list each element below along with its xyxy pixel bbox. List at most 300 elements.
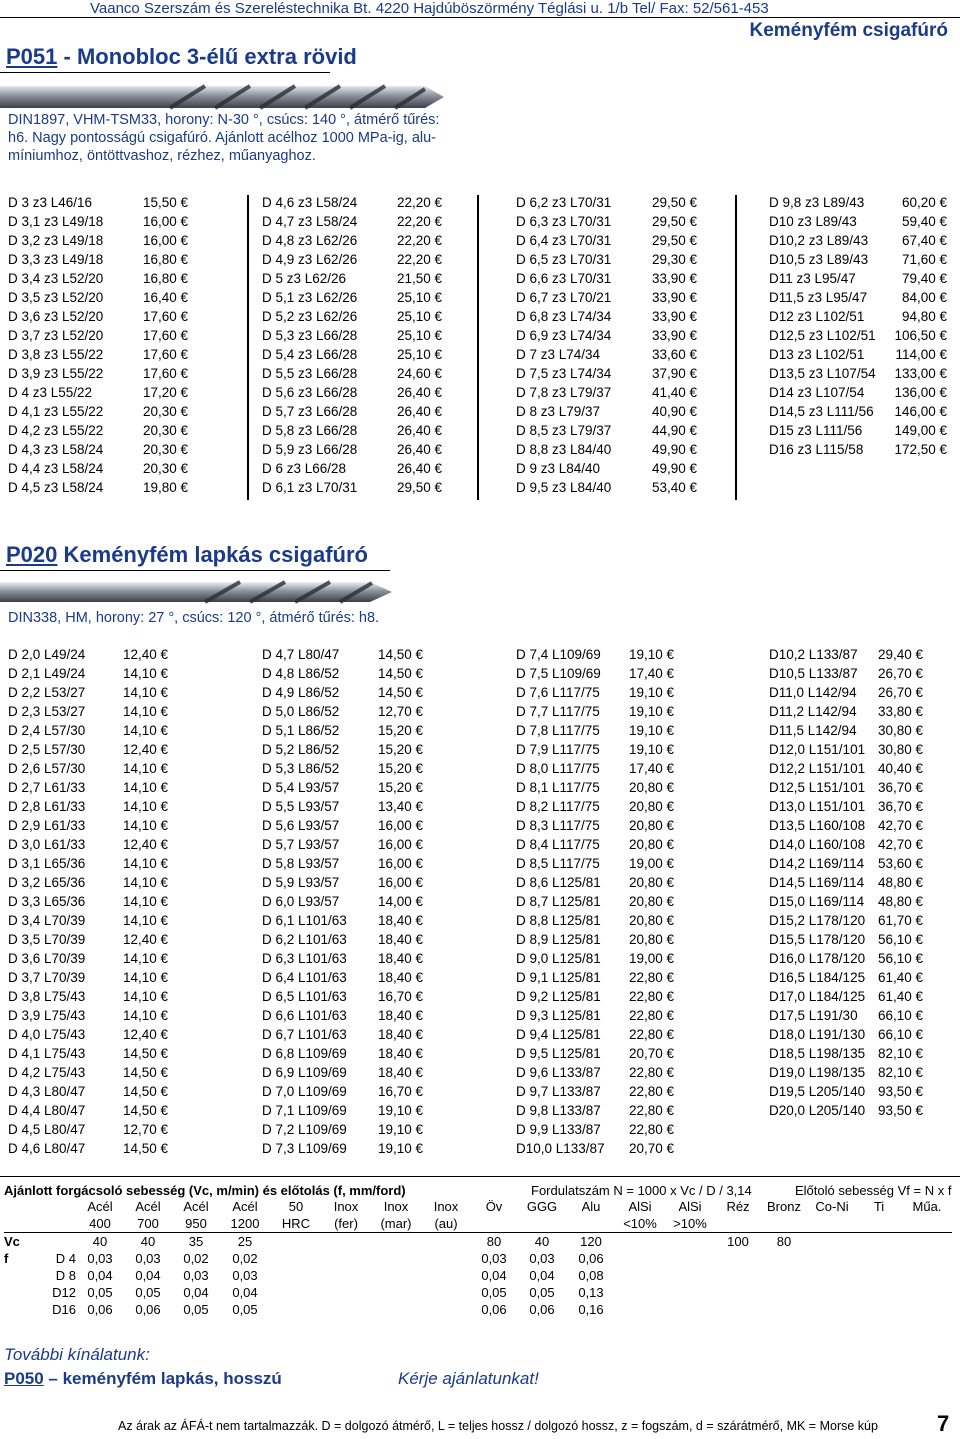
table-row[interactable] [8, 816, 168, 835]
product-code: D 4,6 z3 L58/24 [262, 195, 358, 210]
table-row[interactable] [8, 212, 188, 231]
table-row[interactable] [516, 683, 674, 702]
table-row[interactable] [8, 478, 188, 497]
product-code: D 9,7 L133/87 [516, 1084, 601, 1099]
speeds-cell [902, 1267, 952, 1284]
product-code: D 4,0 L75/43 [8, 1027, 86, 1042]
table-row[interactable] [769, 797, 923, 816]
product-code: D 5,9 z3 L66/28 [262, 442, 358, 457]
more-item[interactable] [4, 1369, 282, 1389]
table-row[interactable] [262, 193, 442, 212]
table-row[interactable] [769, 307, 947, 326]
product-price: 22,80 € [628, 1122, 674, 1137]
product-price: 33,80 € [877, 704, 923, 719]
table-row[interactable] [516, 778, 674, 797]
table-row[interactable] [516, 1101, 674, 1120]
speeds-cell: Alu [581, 1199, 601, 1214]
table-row[interactable] [516, 740, 674, 759]
table-row[interactable] [262, 683, 423, 702]
table-row[interactable] [516, 1063, 674, 1082]
product-price: 14,10 € [122, 875, 168, 890]
table-row[interactable] [262, 269, 442, 288]
table-row[interactable] [769, 1006, 923, 1025]
product-code: D 5,9 L93/57 [262, 875, 340, 890]
product-price: 21,50 € [396, 271, 442, 286]
product-code: D 3,2 L65/36 [8, 875, 86, 890]
table-row[interactable] [262, 250, 442, 269]
product-price: 36,70 € [877, 780, 923, 795]
table-row[interactable] [516, 269, 697, 288]
table-row[interactable] [516, 987, 674, 1006]
table-row[interactable] [262, 816, 423, 835]
table-row[interactable] [8, 1025, 168, 1044]
product-price: 14,10 € [122, 799, 168, 814]
speeds-row [4, 1301, 952, 1318]
speeds-cell [716, 1215, 760, 1233]
speeds-header-row [4, 1215, 952, 1233]
table-row[interactable] [769, 1082, 923, 1101]
table-row[interactable] [8, 1063, 168, 1082]
product-code: D 3,7 z3 L52/20 [8, 328, 104, 343]
table-row[interactable] [8, 383, 188, 402]
table-row[interactable] [262, 835, 423, 854]
product-code: D 7,5 L109/69 [516, 666, 601, 681]
table-row[interactable] [8, 930, 168, 949]
product-code: D 7,0 L109/69 [262, 1084, 347, 1099]
table-row[interactable] [516, 797, 674, 816]
product-price: 19,10 € [628, 685, 674, 700]
table-row[interactable] [516, 949, 674, 968]
product-price: 29,40 € [877, 647, 923, 662]
speeds-cell [760, 1250, 808, 1267]
table-row[interactable] [516, 854, 674, 873]
table-row[interactable] [8, 1139, 168, 1158]
table-row[interactable] [8, 440, 188, 459]
table-row[interactable] [262, 1044, 423, 1063]
product-code: D 6,4 z3 L70/31 [516, 233, 612, 248]
product-price: 20,80 € [628, 837, 674, 852]
table-row[interactable] [769, 854, 923, 873]
table-row[interactable] [262, 797, 423, 816]
table-row[interactable] [262, 702, 423, 721]
speeds-cell [716, 1250, 760, 1267]
table-row[interactable] [262, 288, 442, 307]
product-price: 14,10 € [122, 723, 168, 738]
speeds-cell: D 4 [55, 1251, 76, 1266]
product-price: 26,40 € [396, 461, 442, 476]
table-row[interactable] [516, 288, 697, 307]
table-row[interactable] [516, 835, 674, 854]
speeds-cell [270, 1267, 322, 1284]
product-price: 20,80 € [628, 913, 674, 928]
table-row[interactable] [769, 683, 923, 702]
table-row[interactable] [769, 835, 923, 854]
table-row[interactable] [8, 421, 188, 440]
table-row[interactable] [516, 873, 674, 892]
table-row[interactable] [516, 1139, 674, 1158]
product-code: D 7,1 L109/69 [262, 1103, 347, 1118]
product-price: 14,50 € [122, 1065, 168, 1080]
product-code: D 8,1 L117/75 [516, 780, 600, 795]
product-price: 16,00 € [142, 233, 188, 248]
section-name: - Monobloc 3-élű extra rövid [57, 44, 357, 69]
speeds-cell [4, 1301, 30, 1318]
table-row[interactable] [769, 721, 923, 740]
product-price: 16,00 € [377, 818, 423, 833]
price-column [8, 645, 168, 1158]
table-row[interactable] [8, 288, 188, 307]
table-row[interactable] [262, 364, 442, 383]
table-row[interactable] [262, 911, 423, 930]
speeds-cell: 0,06 [135, 1302, 161, 1317]
table-row[interactable] [8, 683, 168, 702]
product-price: 20,70 € [628, 1141, 674, 1156]
speeds-cell: Acél [232, 1199, 258, 1214]
table-row[interactable] [769, 326, 947, 345]
product-price: 56,10 € [877, 932, 923, 947]
table-row[interactable] [262, 212, 442, 231]
table-row[interactable] [8, 307, 188, 326]
product-price: 18,40 € [377, 1065, 423, 1080]
speeds-cell: 0,04 [135, 1268, 161, 1283]
table-row[interactable] [8, 721, 168, 740]
table-row[interactable] [516, 1006, 674, 1025]
product-price: 20,30 € [142, 461, 188, 476]
table-row[interactable] [262, 987, 423, 1006]
product-price: 19,10 € [377, 1141, 423, 1156]
table-row[interactable] [516, 478, 697, 497]
product-price: 33,90 € [651, 309, 697, 324]
table-row[interactable] [769, 1025, 923, 1044]
table-row[interactable] [516, 1120, 674, 1139]
table-row[interactable] [262, 968, 423, 987]
table-row[interactable] [262, 1063, 423, 1082]
table-row[interactable] [8, 326, 188, 345]
table-row[interactable] [262, 873, 423, 892]
product-code: D 7,2 L109/69 [262, 1122, 347, 1137]
table-row[interactable] [769, 212, 947, 231]
product-price: 14,10 € [122, 970, 168, 985]
table-row[interactable] [262, 1025, 423, 1044]
table-row[interactable] [8, 835, 168, 854]
table-row[interactable] [516, 892, 674, 911]
product-price: 15,20 € [377, 761, 423, 776]
product-code: D 4,2 L75/43 [8, 1065, 86, 1080]
table-row[interactable] [8, 459, 188, 478]
table-row[interactable] [8, 949, 168, 968]
product-price: 82,10 € [877, 1065, 923, 1080]
section-rule [0, 570, 390, 571]
product-code: D 6,8 L109/69 [262, 1046, 347, 1061]
table-row[interactable] [8, 250, 188, 269]
speeds-cell: Öv [485, 1199, 503, 1214]
table-row[interactable] [8, 645, 168, 664]
table-row[interactable] [516, 721, 674, 740]
table-row[interactable] [8, 1006, 168, 1025]
speeds-cell [808, 1301, 856, 1318]
table-row[interactable] [769, 645, 923, 664]
product-price: 16,70 € [377, 989, 423, 1004]
table-row[interactable] [769, 949, 923, 968]
table-row[interactable] [8, 968, 168, 987]
product-code: D 4,4 L80/47 [8, 1103, 86, 1118]
table-row[interactable] [8, 759, 168, 778]
table-row[interactable] [769, 778, 923, 797]
product-price: 22,80 € [628, 1065, 674, 1080]
table-row[interactable] [769, 1063, 923, 1082]
table-row[interactable] [516, 402, 697, 421]
table-row[interactable] [516, 231, 697, 250]
table-row[interactable] [516, 421, 697, 440]
table-row[interactable] [516, 193, 697, 212]
product-price: 19,10 € [628, 647, 674, 662]
table-row[interactable] [769, 1044, 923, 1063]
rpm-formula: Fordulatszám N = 1000 x Vc / D / 3,14 [531, 1183, 752, 1198]
table-row[interactable] [769, 383, 947, 402]
speeds-cell [616, 1267, 664, 1284]
product-price: 14,10 € [122, 1008, 168, 1023]
table-row[interactable] [262, 892, 423, 911]
speeds-cell [566, 1215, 616, 1233]
speeds-cell [716, 1284, 760, 1301]
table-row[interactable] [8, 797, 168, 816]
speeds-cell: 0,03 [183, 1268, 209, 1283]
header-rule [0, 17, 960, 18]
product-price: 25,10 € [396, 309, 442, 324]
product-price: 36,70 € [877, 799, 923, 814]
table-row[interactable] [262, 231, 442, 250]
speeds-cell: Réz [726, 1199, 750, 1214]
product-code: D 9,5 L125/81 [516, 1046, 601, 1061]
table-row[interactable] [262, 854, 423, 873]
table-row[interactable] [8, 873, 168, 892]
speeds-cell [664, 1301, 716, 1318]
product-price: 20,80 € [628, 780, 674, 795]
table-row[interactable] [769, 364, 947, 383]
product-code: D 7,6 L117/75 [516, 685, 600, 700]
table-row[interactable] [8, 1044, 168, 1063]
speeds-cell [616, 1284, 664, 1301]
table-row[interactable] [769, 892, 923, 911]
table-row[interactable] [8, 345, 188, 364]
product-code: D 4,4 z3 L58/24 [8, 461, 104, 476]
product-price: 17,40 € [628, 761, 674, 776]
product-price: 15,20 € [377, 723, 423, 738]
product-code: D 2,4 L57/30 [8, 723, 86, 738]
product-code: D 6,1 z3 L70/31 [262, 480, 358, 495]
table-row[interactable] [516, 1044, 674, 1063]
speeds-cell: 0,03 [481, 1251, 507, 1266]
product-code: D12,2 L151/101 [769, 761, 866, 776]
product-code: D 7,8 z3 L79/37 [516, 385, 612, 400]
table-row[interactable] [516, 645, 674, 664]
table-row[interactable] [769, 702, 923, 721]
product-price: 14,50 € [122, 1103, 168, 1118]
speeds-cell [808, 1267, 856, 1284]
table-row[interactable] [516, 307, 697, 326]
table-row[interactable] [262, 759, 423, 778]
table-row[interactable] [769, 968, 923, 987]
speeds-cell: 0,06 [87, 1302, 113, 1317]
table-row[interactable] [769, 250, 947, 269]
table-row[interactable] [516, 345, 697, 364]
table-row[interactable] [516, 326, 697, 345]
table-row[interactable] [769, 664, 923, 683]
product-price: 19,10 € [628, 742, 674, 757]
speeds-cell: 0,04 [481, 1268, 507, 1283]
table-row[interactable] [516, 968, 674, 987]
table-row[interactable] [516, 911, 674, 930]
product-code: D 4,3 L80/47 [8, 1084, 86, 1099]
speeds-cell [760, 1215, 808, 1233]
speeds-cell [902, 1233, 952, 1251]
more-label: További kínálatunk: [4, 1345, 150, 1364]
table-row[interactable] [516, 930, 674, 949]
product-code: D 3,8 L75/43 [8, 989, 86, 1004]
table-row[interactable] [262, 1082, 423, 1101]
table-row[interactable] [262, 778, 423, 797]
table-row[interactable] [262, 664, 423, 683]
table-row[interactable] [8, 664, 168, 683]
table-row[interactable] [769, 288, 947, 307]
speeds-cell [664, 1284, 716, 1301]
table-row[interactable] [262, 1006, 423, 1025]
table-row[interactable] [8, 740, 168, 759]
product-code: D 5,1 z3 L62/26 [262, 290, 358, 305]
table-row[interactable] [262, 1101, 423, 1120]
table-row[interactable] [8, 1120, 168, 1139]
category-title: Keményfém csigafúró [749, 20, 948, 41]
table-row[interactable] [769, 345, 947, 364]
product-code: D19,5 L205/140 [769, 1084, 866, 1099]
table-row[interactable] [769, 231, 947, 250]
table-row[interactable] [516, 364, 697, 383]
product-price: 19,10 € [628, 723, 674, 738]
table-row[interactable] [769, 873, 923, 892]
table-row[interactable] [516, 440, 697, 459]
table-row[interactable] [8, 364, 188, 383]
table-row[interactable] [262, 307, 442, 326]
table-row[interactable] [769, 193, 947, 212]
table-row[interactable] [262, 440, 442, 459]
table-row[interactable] [8, 1082, 168, 1101]
table-row[interactable] [8, 854, 168, 873]
product-code: D 5,2 L86/52 [262, 742, 340, 757]
product-code: D 3,0 L61/33 [8, 837, 86, 852]
table-row[interactable] [516, 1082, 674, 1101]
table-row[interactable] [769, 740, 923, 759]
table-row[interactable] [262, 326, 442, 345]
product-code: D 3,7 L70/39 [8, 970, 86, 985]
product-code: D 2,9 L61/33 [8, 818, 86, 833]
table-row[interactable] [8, 911, 168, 930]
table-row[interactable] [262, 383, 442, 402]
table-row[interactable] [8, 1101, 168, 1120]
product-code: D 6,9 L109/69 [262, 1065, 347, 1080]
table-row[interactable] [8, 892, 168, 911]
product-code: D 7,3 L109/69 [262, 1141, 347, 1156]
table-row[interactable] [769, 421, 947, 440]
product-price: 12,40 € [122, 742, 168, 757]
table-row[interactable] [8, 987, 168, 1006]
table-row[interactable] [8, 778, 168, 797]
product-code: D 8,6 L125/81 [516, 875, 601, 890]
product-code: D 3,9 z3 L55/22 [8, 366, 104, 381]
speeds-cell [716, 1267, 760, 1284]
table-row[interactable] [262, 740, 423, 759]
table-row[interactable] [262, 459, 442, 478]
table-row[interactable] [769, 987, 923, 1006]
table-row[interactable] [8, 193, 188, 212]
table-row[interactable] [516, 759, 674, 778]
table-row[interactable] [516, 250, 697, 269]
table-row[interactable] [516, 212, 697, 231]
product-price: 84,00 € [901, 290, 947, 305]
table-row[interactable] [516, 459, 697, 478]
speeds-cell: Inox [433, 1199, 459, 1214]
table-row[interactable] [262, 1120, 423, 1139]
speeds-cell [856, 1250, 902, 1267]
table-row[interactable] [769, 911, 923, 930]
product-price: 22,20 € [396, 214, 442, 229]
product-code: D 5,7 L93/57 [262, 837, 340, 852]
speeds-cell: HRC [281, 1216, 311, 1231]
speeds-cell [760, 1284, 808, 1301]
table-row[interactable] [769, 1101, 923, 1120]
table-row[interactable] [8, 702, 168, 721]
product-code: D 5,4 z3 L66/28 [262, 347, 358, 362]
product-code: D16,0 L178/120 [769, 951, 866, 966]
product-price: 61,40 € [877, 989, 923, 1004]
product-code: D17,5 L191/30 [769, 1008, 858, 1023]
table-row[interactable] [262, 421, 442, 440]
table-row[interactable] [262, 930, 423, 949]
table-row[interactable] [516, 702, 674, 721]
table-row[interactable] [516, 664, 674, 683]
table-row[interactable] [769, 759, 923, 778]
table-row[interactable] [769, 440, 947, 459]
table-row[interactable] [8, 269, 188, 288]
table-row[interactable] [769, 269, 947, 288]
speeds-cell [664, 1250, 716, 1267]
table-row[interactable] [262, 1139, 423, 1158]
speeds-cell: Vc [4, 1234, 20, 1249]
table-row[interactable] [516, 1025, 674, 1044]
table-row[interactable] [262, 402, 442, 421]
table-row[interactable] [262, 345, 442, 364]
product-price: 20,30 € [142, 423, 188, 438]
product-code: D 7,9 L117/75 [516, 742, 600, 757]
product-code: D 5,6 z3 L66/28 [262, 385, 358, 400]
product-price: 18,40 € [377, 1027, 423, 1042]
table-row[interactable] [8, 231, 188, 250]
product-code: D 9,2 L125/81 [516, 989, 601, 1004]
table-row[interactable] [769, 930, 923, 949]
table-row[interactable] [516, 816, 674, 835]
table-row[interactable] [516, 383, 697, 402]
table-row[interactable] [262, 645, 423, 664]
table-row[interactable] [769, 816, 923, 835]
table-row[interactable] [262, 478, 442, 497]
product-code: D 5,6 L93/57 [262, 818, 340, 833]
table-row[interactable] [769, 402, 947, 421]
product-price: 33,60 € [651, 347, 697, 362]
table-row[interactable] [262, 721, 423, 740]
product-price: 22,20 € [396, 252, 442, 267]
table-row[interactable] [8, 402, 188, 421]
table-row[interactable] [262, 949, 423, 968]
product-price: 49,90 € [651, 442, 697, 457]
